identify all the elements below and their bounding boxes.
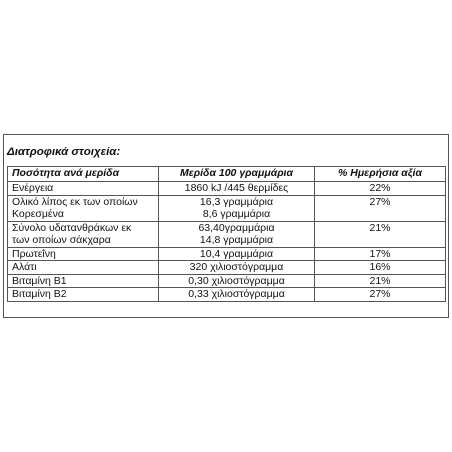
table-row	[8, 288, 446, 302]
serving-amount-cell-line: 8,6 γραμμάρια	[202, 208, 271, 220]
nutrition-table	[7, 166, 446, 302]
serving-amount-cell-line: 14,8 γραμμάρια	[199, 234, 274, 246]
nutrient-name-cell-line: Ενέργεια	[12, 182, 54, 194]
serving-amount-cell-line: 0,30 χιλιοστόγραμμα	[188, 274, 285, 287]
nutrient-name-cell	[8, 221, 159, 247]
table-row	[8, 195, 446, 221]
serving-amount-cell	[159, 182, 315, 196]
nutrient-name-cell	[8, 274, 159, 288]
nutrient-name-cell-line: των οποίων σάκχαρα	[12, 234, 111, 246]
nutrient-name-cell-line: Βιταμίνη Β2	[12, 288, 67, 300]
daily-value-cell: 16%	[315, 261, 446, 275]
nutrient-name-cell-line: Σύνολο υδατανθράκων εκ	[12, 221, 132, 234]
serving-amount-cell-line: 63,40γραμμάρια	[198, 221, 275, 234]
daily-value-cell: 27%	[315, 288, 446, 302]
header-serving-size: Μερίδα 100 γραμμάρια	[159, 167, 315, 182]
table-body	[8, 182, 446, 302]
table-row	[8, 274, 446, 288]
serving-amount-cell-line: 320 χιλιοστόγραμμα	[189, 261, 284, 273]
nutrient-name-cell-line: Κορεσμένα	[12, 208, 64, 220]
header-amount-per-serving: Ποσότητα ανά μερίδα	[8, 167, 159, 182]
table-row	[8, 221, 446, 247]
header-daily-value: % Ημερήσια αξία	[315, 167, 446, 182]
nutrition-panel	[3, 134, 449, 318]
nutrient-name-cell	[8, 195, 159, 221]
daily-value-cell: 22%	[315, 182, 446, 196]
table-header-row	[8, 167, 446, 182]
nutrient-name-cell-line: Πρωτεΐνη	[12, 247, 56, 260]
serving-amount-cell	[159, 247, 315, 261]
serving-amount-cell-line: 1860 kJ /445 θερμίδες	[184, 182, 289, 194]
table-row	[8, 182, 446, 196]
table-row	[8, 247, 446, 261]
nutrient-name-cell	[8, 247, 159, 261]
serving-amount-cell	[159, 288, 315, 302]
serving-amount-cell	[159, 221, 315, 247]
serving-amount-cell-line: 16,3 γραμμάρια	[199, 195, 274, 208]
nutrient-name-cell	[8, 288, 159, 302]
daily-value-cell: 21%	[315, 221, 446, 247]
serving-amount-cell	[159, 274, 315, 288]
daily-value-cell: 27%	[315, 195, 446, 221]
nutrient-name-cell-line: Ολικό λίπος εκ των οποίων	[12, 195, 138, 208]
nutrient-name-cell	[8, 182, 159, 196]
nutrient-name-cell-line: Αλάτι	[12, 261, 37, 273]
nutrient-name-cell	[8, 261, 159, 275]
nutrition-title: Διατροφικά στοιχεία:	[7, 146, 121, 158]
table-row	[8, 261, 446, 275]
serving-amount-cell	[159, 261, 315, 275]
daily-value-cell: 17%	[315, 247, 446, 261]
daily-value-cell: 21%	[315, 274, 446, 288]
serving-amount-cell-line: 10,4 γραμμάρια	[199, 247, 274, 260]
nutrient-name-cell-line: Βιταμίνη Β1	[12, 274, 67, 287]
serving-amount-cell	[159, 195, 315, 221]
serving-amount-cell-line: 0,33 χιλιοστόγραμμα	[188, 288, 285, 300]
